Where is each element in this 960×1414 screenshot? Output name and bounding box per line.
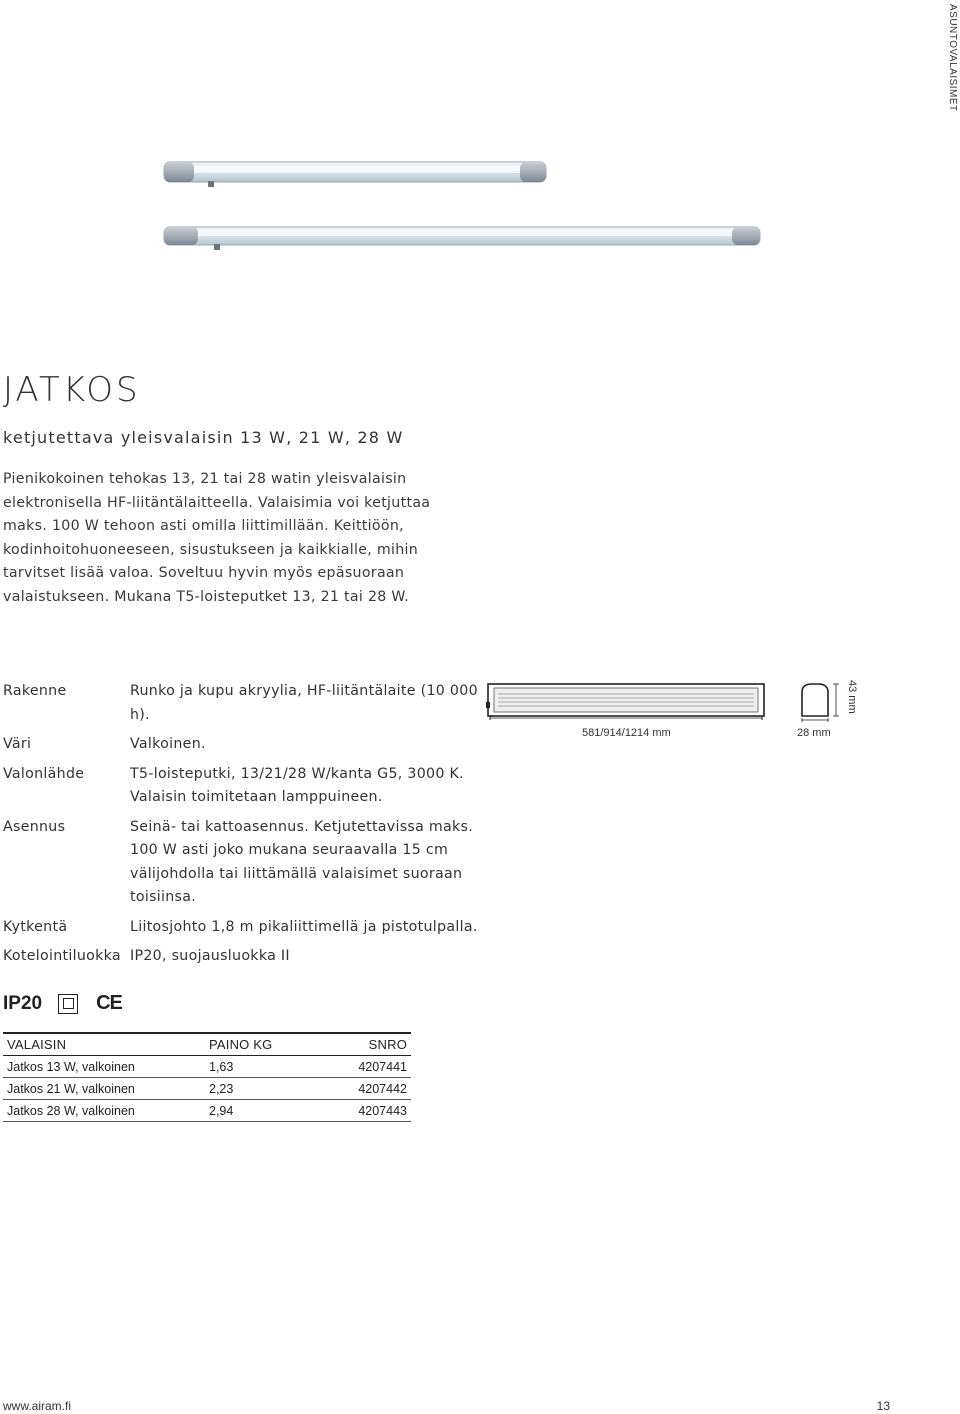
spec-row-valonlahde (3, 763, 483, 810)
header-paino: PAINO KG (205, 1033, 323, 1056)
cell-paino: 2,94 (205, 1100, 323, 1122)
product-table (3, 1032, 411, 1122)
spec-row-rakenne (3, 680, 483, 727)
cell-snro: 4207443 (323, 1100, 411, 1122)
dimension-height: 43 mm (846, 680, 858, 714)
spec-value: Seinä- tai kattoasennus. Ketjutettavissa maks. 100 W asti joko mukana seuraavalla 15 cm välijohdolla tai liittämällä valaisimet suoraan toisiinsa. (130, 818, 474, 905)
spec-label: Asennus (3, 818, 66, 835)
spec-label: Rakenne (3, 683, 67, 699)
cell-snro: 4207441 (323, 1056, 411, 1078)
spec-row-kotelointiluokka (3, 945, 483, 969)
website-link[interactable]: www.airam.fi (3, 1399, 72, 1413)
cell-snro: 4207442 (323, 1078, 411, 1100)
ip-rating: IP20 (3, 992, 43, 1014)
section-label: ASUNTOVALAISIMET (947, 4, 958, 112)
cell-valaisin: Jatkos 28 W, valkoinen (3, 1100, 205, 1122)
table-row (3, 1078, 411, 1100)
product-image (150, 150, 790, 270)
spec-row-vari (3, 733, 483, 757)
ce-mark-icon: CE (96, 992, 122, 1014)
protection-class-2-icon (58, 994, 78, 1014)
table-row (3, 1056, 411, 1078)
product-description: Pienikokoinen tehokas 13, 21 tai 28 watin yleisvalaisin elektronisella HF-liitäntälaitteella. Valaisimia voi ketjuttaa maks. 100 W tehoon asti omilla liittimillään. Keittiöön, kodinhoitohuoneeseen, sisustukseen ja kaikkialle, mihin tarvitset lisää valoa. Soveltuu hyvin myös epäsuoraan valaistukseen. Mukana T5-loisteputket 13, 21 tai 28 W. (3, 471, 431, 605)
cell-paino: 2,23 (205, 1078, 323, 1100)
page-number: 13 (876, 1399, 890, 1413)
header-valaisin: VALAISIN (3, 1033, 205, 1056)
spec-label: Valonlähde (3, 765, 85, 782)
spec-value: Valkoinen. (130, 736, 206, 752)
spec-value: Runko ja kupu akryylia, HF-liitäntälaite (10 000 h). (130, 683, 478, 723)
dimension-width: 28 mm (797, 727, 831, 739)
certification-marks (3, 992, 122, 1015)
product-subtitle: ketjutettava yleisvalaisin 13 W, 21 W, 28 W (3, 428, 404, 447)
spec-label: Kotelointiluokka (3, 948, 121, 964)
spec-label: Väri (3, 736, 32, 752)
spec-row-asennus (3, 816, 483, 910)
spec-label: Kytkentä (3, 918, 68, 935)
table-header-row (3, 1033, 411, 1056)
spec-value: Liitosjohto 1,8 m pikaliittimellä ja pistotulpalla. (130, 918, 478, 935)
header-snro: SNRO (323, 1033, 411, 1056)
dimension-length: 581/914/1214 mm (582, 727, 671, 739)
table-row (3, 1100, 411, 1122)
spec-row-kytkenta (3, 916, 483, 940)
spec-list (3, 680, 483, 975)
cell-valaisin: Jatkos 21 W, valkoinen (3, 1078, 205, 1100)
cell-valaisin: Jatkos 13 W, valkoinen (3, 1056, 205, 1078)
spec-value: IP20, suojausluokka II (130, 948, 290, 964)
spec-value: T5-loisteputki, 13/21/28 W/kanta G5, 3000 K. Valaisin toimitetaan lamppuineen. (130, 765, 464, 805)
cell-paino: 1,63 (205, 1056, 323, 1078)
product-title: JATKOS (3, 370, 141, 410)
